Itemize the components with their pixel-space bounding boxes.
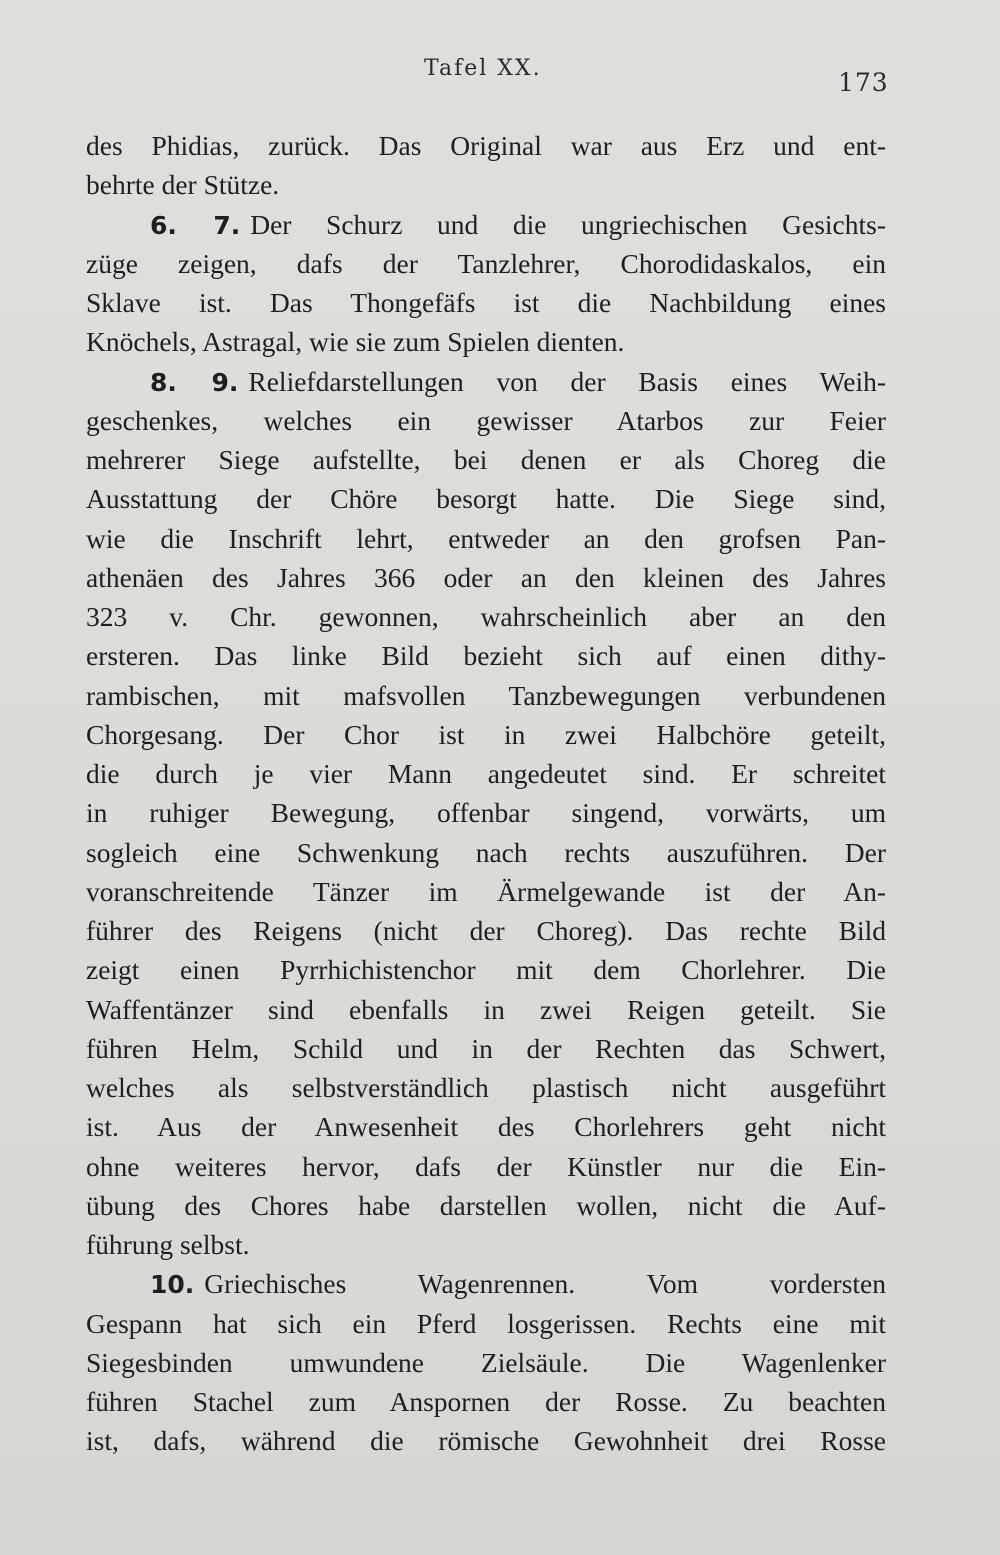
line-text: Griechisches Wagenrennen. Vom vordersten <box>204 1268 886 1300</box>
text-line <box>86 793 886 832</box>
text-line <box>86 322 886 361</box>
text-line <box>86 833 886 872</box>
text-line <box>86 990 886 1029</box>
text-line <box>86 519 886 558</box>
text-line <box>86 283 886 322</box>
text-line <box>86 558 886 597</box>
plate-figure-number: 8. 9. <box>150 367 239 397</box>
running-header <box>0 56 1000 97</box>
line-text: zeigt einen Pyrrhichistenchor mit dem Chorlehrer. Die <box>86 954 886 986</box>
text-line <box>86 1421 886 1460</box>
line-text: des Phidias, zurück. Das Original war aus Erz und ent- <box>86 130 886 161</box>
line-text: übung des Chores habe darstellen wollen, nicht die Auf- <box>86 1189 886 1221</box>
line-text: führen Helm, Schild und in der Rechten das Schwert, <box>86 1032 886 1064</box>
text-line <box>86 440 886 479</box>
line-text: Siegesbinden umwundene Zielsäule. Die Wagenlenker <box>86 1346 886 1378</box>
text-line <box>86 715 886 754</box>
line-text: Waffentänzer sind ebenfalls in zwei Reigen geteilt. Sie <box>86 993 886 1025</box>
line-text: rambischen, mit mafsvollen Tanzbewegungen verbundenen <box>86 679 886 711</box>
line-text: führung selbst. <box>86 1229 250 1260</box>
text-line <box>86 872 886 911</box>
text-line <box>86 126 886 165</box>
line-text: ist, dafs, während die römische Gewohnheit drei Rosse <box>86 1425 886 1457</box>
line-text: Gespann hat sich ein Pferd losgerissen. Rechts eine mit <box>86 1307 886 1339</box>
line-text: Reliefdarstellungen von der Basis eines Weih- <box>248 365 886 397</box>
line-text: züge zeigen, dafs der Tanzlehrer, Chorodidaskalos, ein <box>86 247 886 279</box>
running-title: Tafel XX. <box>424 56 542 81</box>
line-text: sogleich eine Schwenkung nach rechts auszuführen. Der <box>86 836 886 868</box>
text-line <box>86 1107 886 1146</box>
line-text: in ruhiger Bewegung, offenbar singend, vorwärts, um <box>86 797 886 829</box>
line-text: Chorgesang. Der Chor ist in zwei Halbchöre geteilt, <box>86 718 886 750</box>
line-text: ist. Aus der Anwesenheit des Chorlehrers geht nicht <box>86 1111 886 1143</box>
text-line <box>86 165 886 204</box>
text-line <box>86 362 886 401</box>
plate-figure-number: 10. <box>150 1270 195 1300</box>
text-line <box>86 205 886 244</box>
line-text: Der Schurz und die ungriechischen Gesichts- <box>250 208 886 240</box>
text-line <box>86 1382 886 1421</box>
line-text: geschenkes, welches ein gewisser Atarbos zur Feier <box>86 404 886 436</box>
text-line <box>86 1147 886 1186</box>
line-text: führer des Reigens (nicht der Choreg). Das rechte Bild <box>86 915 886 946</box>
line-text: mehrerer Siege aufstellte, bei denen er als Choreg die <box>86 444 886 475</box>
text-line <box>86 1029 886 1068</box>
text-line <box>86 1304 886 1343</box>
plate-figure-number: 6. 7. <box>150 210 241 240</box>
text-line <box>86 401 886 440</box>
text-line <box>86 911 886 950</box>
line-text: voranschreitende Tänzer im Ärmelgewande ist der An- <box>86 875 886 907</box>
text-line <box>86 1264 886 1303</box>
line-text: Ausstattung der Chöre besorgt hatte. Die Siege sind, <box>86 483 886 515</box>
line-text: behrte der Stütze. <box>86 169 280 201</box>
text-line <box>86 1068 886 1107</box>
line-text: wie die Inschrift lehrt, entweder an den grofsen Pan- <box>86 522 886 554</box>
line-text: Sklave ist. Das Thongefäfs ist die Nachbildung eines <box>86 287 886 318</box>
text-line <box>86 1343 886 1382</box>
line-text: 323 v. Chr. gewonnen, wahrscheinlich aber an den <box>86 601 886 632</box>
line-text: führen Stachel zum Anspornen der Rosse. Zu beachten <box>86 1386 886 1417</box>
line-text: welches als selbstverständlich plastisch nicht ausgeführt <box>86 1072 886 1103</box>
text-line <box>86 950 886 989</box>
line-text: ersteren. Das linke Bild bezieht sich auf einen dithy- <box>86 640 886 672</box>
text-line <box>86 636 886 675</box>
text-line <box>86 754 886 793</box>
line-text: Knöchels, Astragal, wie sie zum Spielen dienten. <box>86 326 625 358</box>
text-line <box>86 597 886 636</box>
text-line <box>86 244 886 283</box>
text-line <box>86 479 886 518</box>
line-text: die durch je vier Mann angedeutet sind. Er schreitet <box>86 758 886 789</box>
body-text <box>86 126 886 1461</box>
page-number: 173 <box>838 68 889 97</box>
text-line <box>86 1186 886 1225</box>
line-text: ohne weiteres hervor, dafs der Künstler nur die Ein- <box>86 1150 886 1182</box>
text-line <box>86 1225 886 1264</box>
text-line <box>86 676 886 715</box>
line-text: athenäen des Jahres 366 oder an den kleinen des Jahres <box>86 561 886 593</box>
